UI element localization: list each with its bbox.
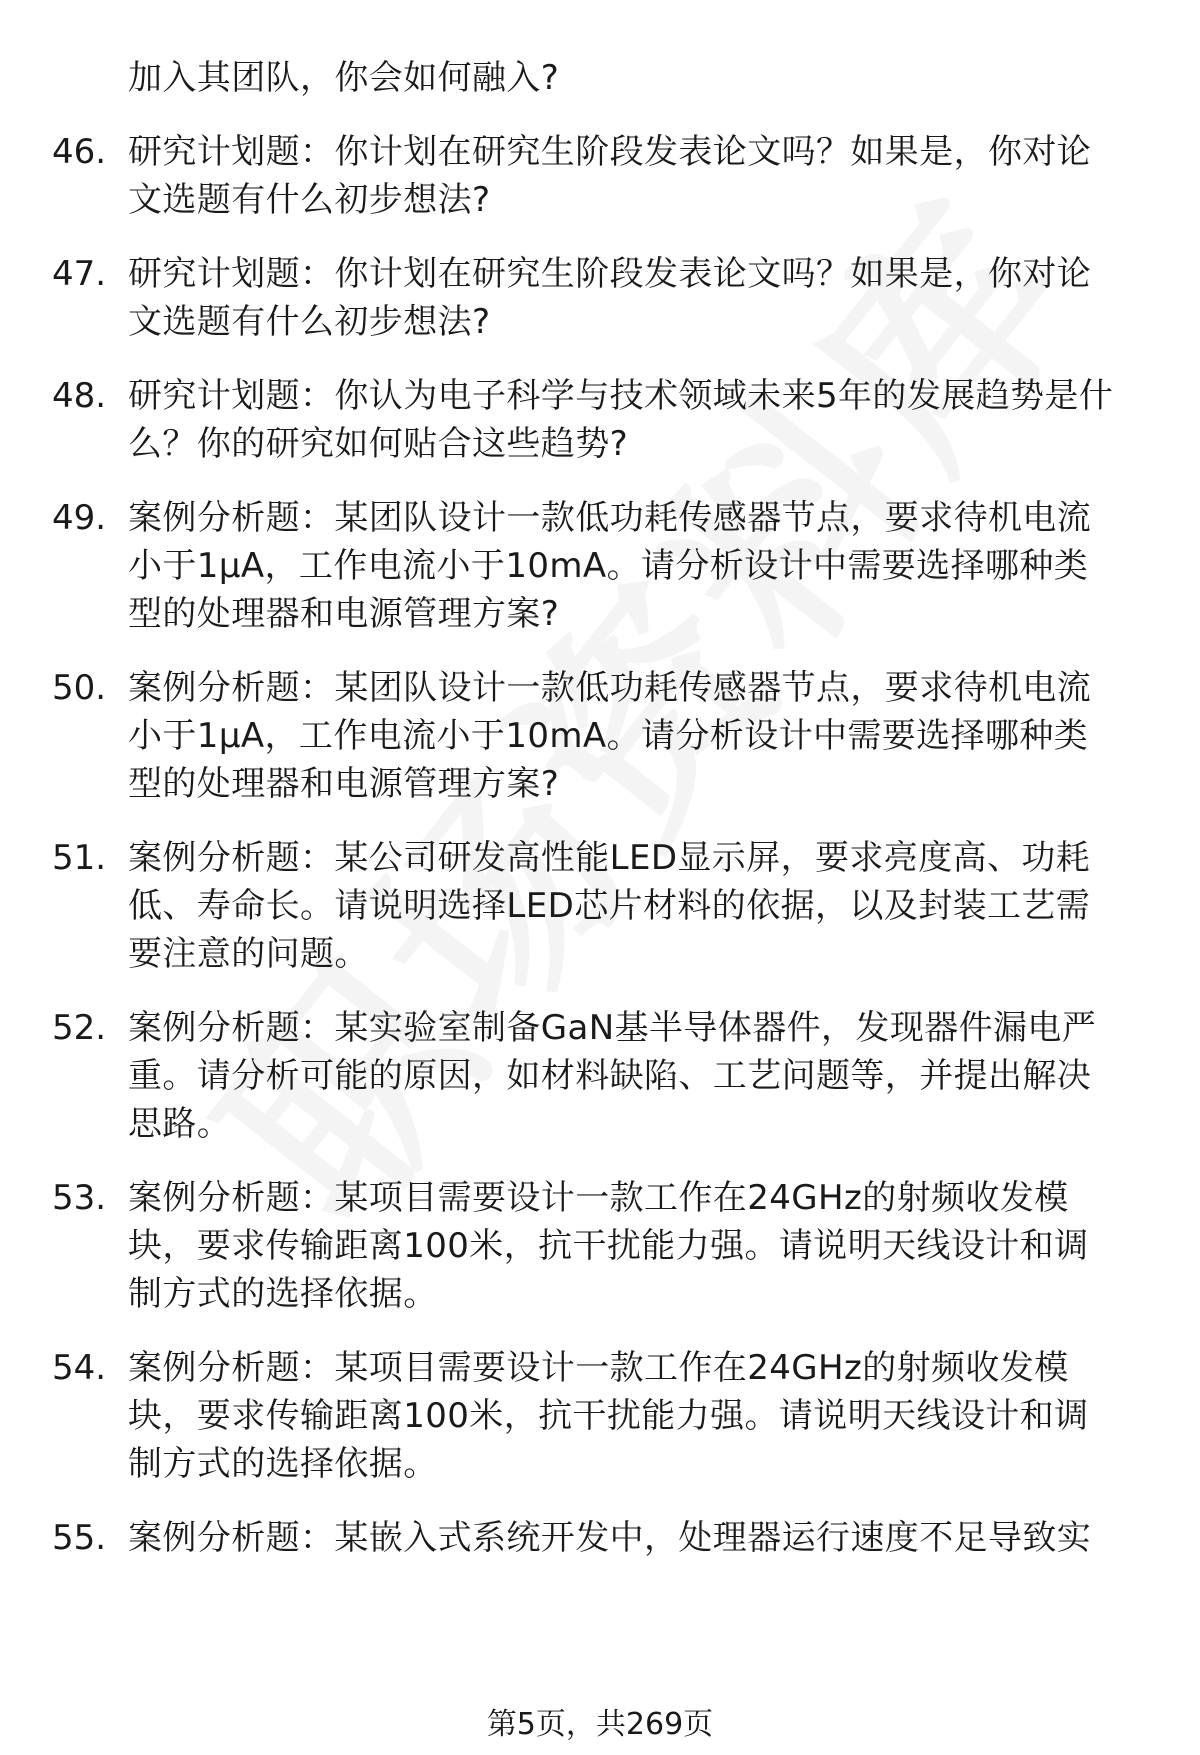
- line-text: 文选题有什么初步想法?: [128, 302, 491, 342]
- line-text: 制方式的选择依据。: [128, 1444, 438, 1484]
- line-text: 低、寿命长。请说明选择LED芯片材料的依据，以及封装工艺需: [128, 886, 1091, 926]
- line-text: 要注意的问题。: [128, 934, 369, 974]
- line-text: 案例分析题：某实验室制备GaN基半导体器件，发现器件漏电严: [128, 1008, 1097, 1048]
- line-text: 加入其团队，你会如何融入?: [128, 58, 560, 98]
- item-number: 51.: [52, 838, 107, 878]
- item-number: 54.: [52, 1348, 107, 1388]
- item-number: 48.: [52, 376, 107, 416]
- page-footer: 第5页，共269页: [486, 1707, 714, 1742]
- line-text: 案例分析题：某团队设计一款低功耗传感器节点，要求待机电流: [128, 498, 1092, 538]
- line-text: 型的处理器和电源管理方案?: [128, 594, 560, 634]
- line-text: 文选题有什么初步想法?: [128, 180, 491, 220]
- line-text: 案例分析题：某团队设计一款低功耗传感器节点，要求待机电流: [128, 668, 1092, 708]
- item-number: 47.: [52, 254, 107, 294]
- line-text: 研究计划题：你认为电子科学与技术领域未来5年的发展趋势是什: [128, 376, 1114, 416]
- line-text: 块，要求传输距离100米，抗干扰能力强。请说明天线设计和调: [128, 1396, 1089, 1436]
- line-text: 案例分析题：某公司研发高性能LED显示屏，要求亮度高、功耗: [128, 838, 1091, 878]
- line-text: 案例分析题：某项目需要设计一款工作在24GHz的射频收发模: [128, 1348, 1069, 1388]
- line-text: 么？你的研究如何贴合这些趋势?: [128, 424, 629, 464]
- item-number: 50.: [52, 668, 107, 708]
- line-text: 思路。: [128, 1104, 232, 1144]
- line-text: 重。请分析可能的原因，如材料缺陷、工艺问题等，并提出解决: [128, 1056, 1092, 1096]
- line-text: 小于1μA，工作电流小于10mA。请分析设计中需要选择哪种类: [128, 546, 1089, 586]
- line-text: 制方式的选择依据。: [128, 1274, 438, 1314]
- line-text: 块，要求传输距离100米，抗干扰能力强。请说明天线设计和调: [128, 1226, 1089, 1266]
- item-number: 52.: [52, 1008, 107, 1048]
- line-text: 案例分析题：某嵌入式系统开发中，处理器运行速度不足导致实: [128, 1518, 1092, 1558]
- item-number: 49.: [52, 498, 107, 538]
- line-text: 案例分析题：某项目需要设计一款工作在24GHz的射频收发模: [128, 1178, 1069, 1218]
- line-text: 小于1μA，工作电流小于10mA。请分析设计中需要选择哪种类: [128, 716, 1089, 756]
- line-text: 研究计划题：你计划在研究生阶段发表论文吗？如果是，你对论: [128, 132, 1092, 172]
- line-text: 型的处理器和电源管理方案?: [128, 764, 560, 804]
- item-number: 46.: [52, 132, 107, 172]
- line-text: 研究计划题：你计划在研究生阶段发表论文吗？如果是，你对论: [128, 254, 1092, 294]
- item-number: 53.: [52, 1178, 107, 1218]
- item-number: 55.: [52, 1518, 107, 1558]
